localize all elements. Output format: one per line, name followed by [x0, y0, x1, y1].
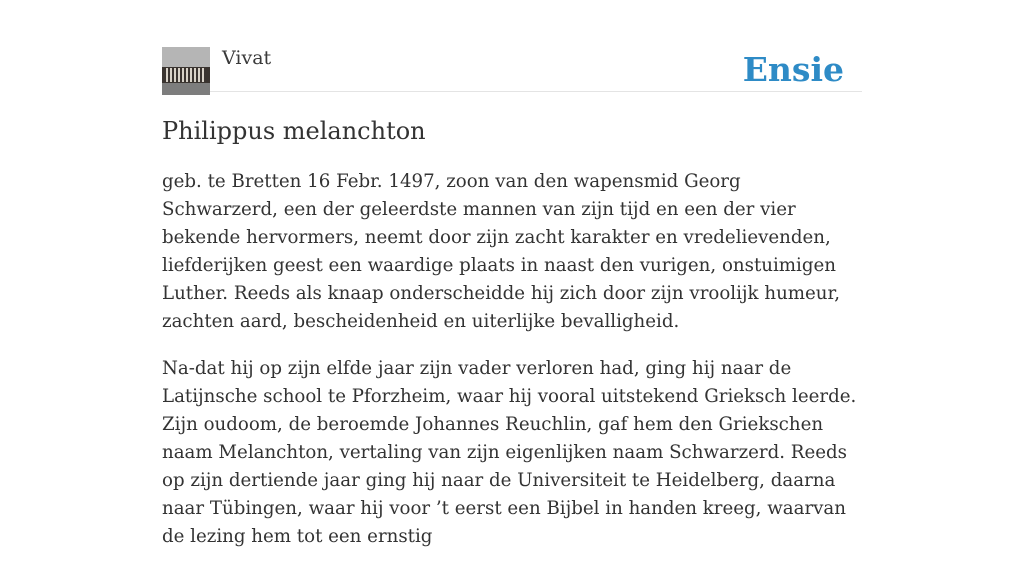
brand-logo[interactable]: Ensie: [742, 50, 844, 89]
author-name-link[interactable]: Vivat: [222, 47, 272, 69]
header: [162, 0, 862, 92]
article-title: Philippus melanchton: [162, 117, 426, 145]
page-container: [162, 0, 862, 547]
bookshelf-avatar-icon: [162, 47, 210, 95]
article-body: [162, 168, 862, 570]
article-paragraph: geb. te Bretten 16 Febr. 1497, zoon van den wapensmid Georg Schwarzerd, een der geleerdste mannen van zijn tijd en een der vier bekende hervormers, neemt door zijn zacht karakter en vredelievenden, liefderijken geest een waardige plaats in naast den vurigen, onstuimigen Luther. Reeds als knaap onderscheidde hij zich door zijn vroolijk humeur, zachten aard, bescheidenheid en uiterlijke bevalligheid.: [162, 171, 840, 332]
article-paragraph: Na-dat hij op zijn elfde jaar zijn vader verloren had, ging hij naar de Latijnsche school te Pforzheim, waar hij vooral uitstekend Grieksch leerde. Zijn oudoom, de beroemde Johannes Reuchlin, gaf hem den Griekschen naam Melanchton, vertaling van zijn eigenlijken naam Schwarzerd. Reeds op zijn dertiende jaar ging hij naar de Universiteit te Heidelberg, daarna naar Tübingen, waar hij voor ’t eerst een Bijbel in handen kreeg, waarvan de lezing hem tot een ernstig: [162, 358, 857, 547]
author-avatar[interactable]: [162, 47, 210, 95]
